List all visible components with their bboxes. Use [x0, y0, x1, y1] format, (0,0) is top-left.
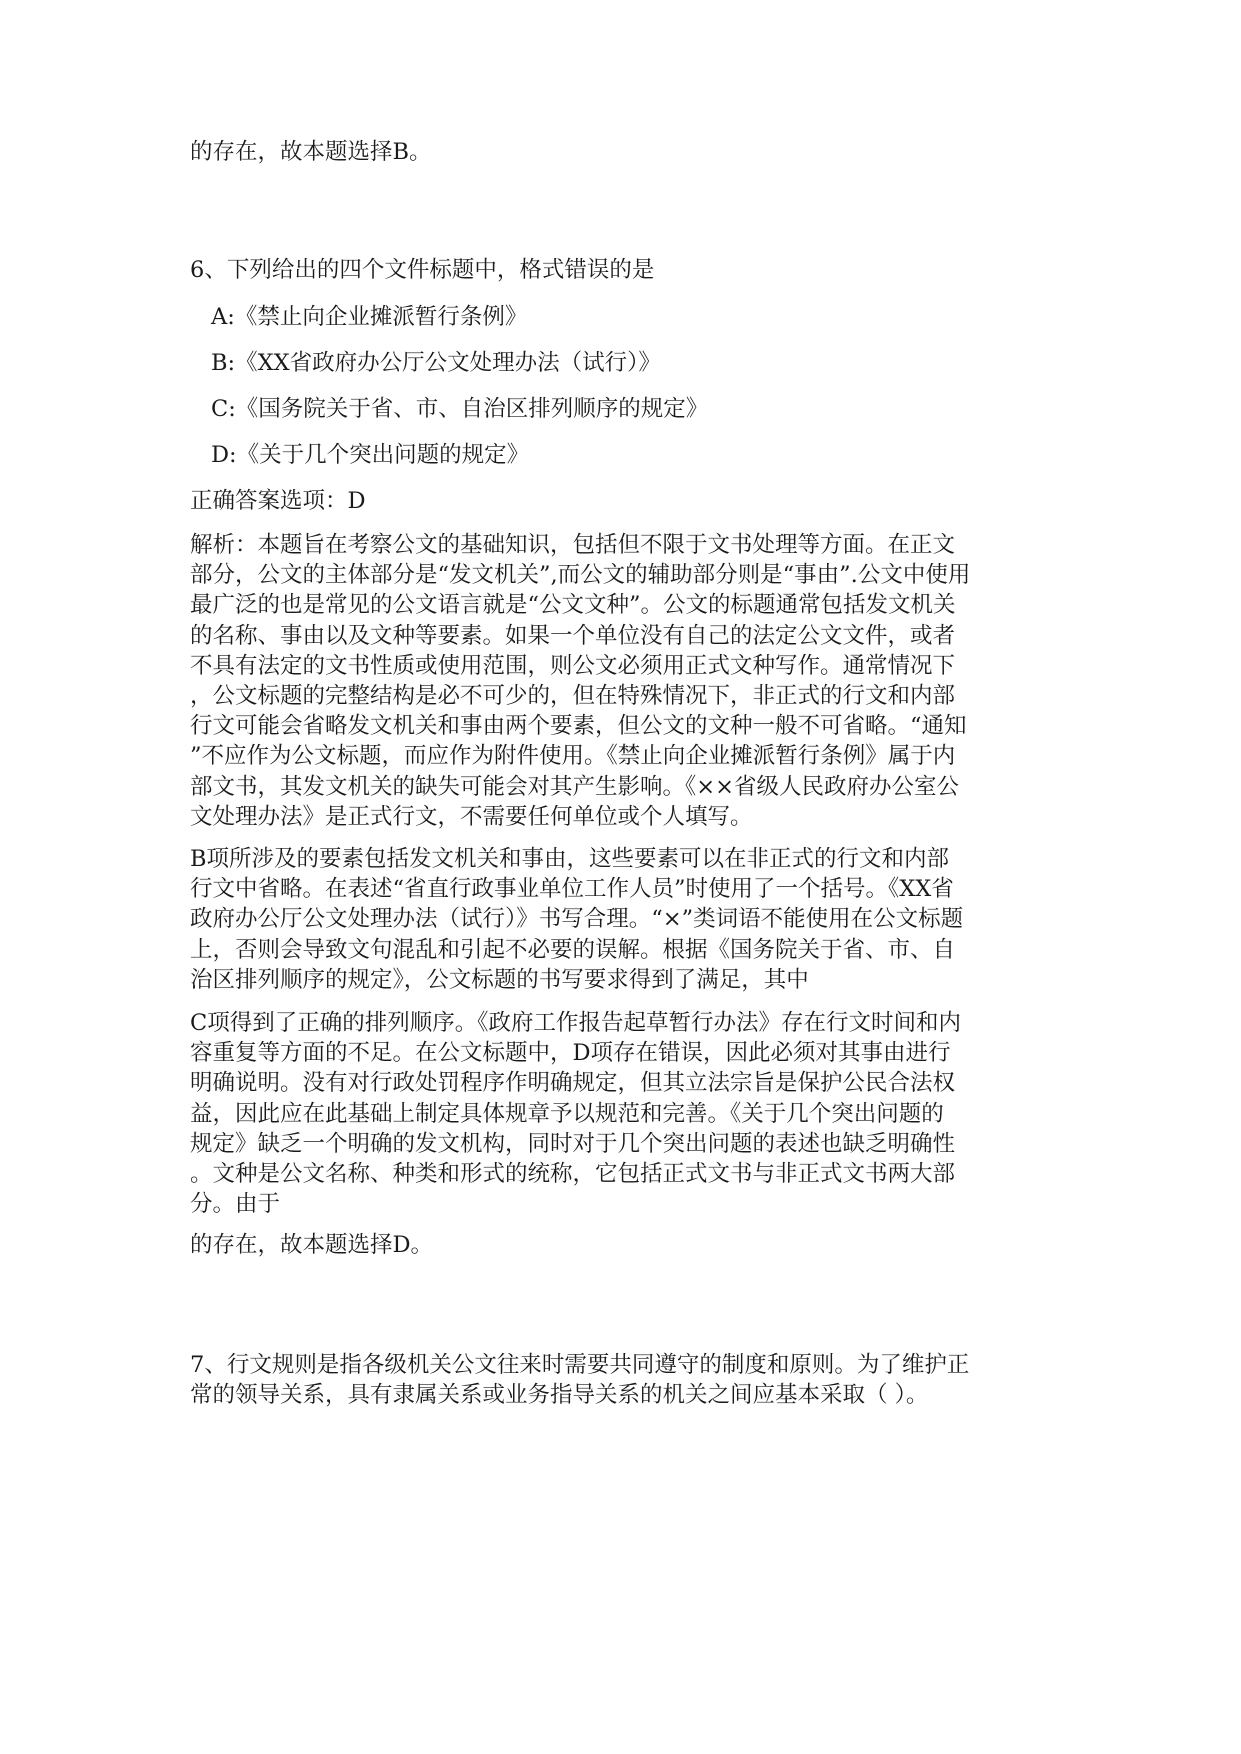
analysis-1-line: 行文可能会省略发文机关和事由两个要素，但公文的文种一般不可省略。“通知 [190, 713, 967, 740]
analysis-3-line: 容重复等方面的不足。在公文标题中，D项存在错误，因此必须对其事由进行 [190, 1040, 951, 1067]
analysis-1-line: 最广泛的也是常见的公文语言就是“公文文种”。公文的标题通常包括发文机关 [190, 592, 956, 619]
option-b: B:《XX省政府办公厅公文处理办法（试行）》 [211, 350, 661, 376]
analysis-2-line: 行文中省略。在表述“省直行政事业单位工作人员”时使用了一个括号。《XX省 [190, 876, 954, 903]
analysis-2-line: 政府办公厅公文处理办法（试行）》书写合理。“×”类词语不能使用在公文标题 [190, 906, 964, 933]
option-c: C:《国务院关于省、市、自治区排列顺序的规定》 [211, 396, 709, 422]
analysis-3-line: 规定》缺乏一个明确的发文机构，同时对于几个突出问题的表述也缺乏明确性 [190, 1130, 956, 1157]
question-7-line: 常的领导关系，具有隶属关系或业务指导关系的机关之间应基本采取（ ）。 [190, 1382, 929, 1409]
analysis-3-line: 益，因此应在此基础上制定具体规章予以规范和完善。《关于几个突出问题的 [190, 1100, 944, 1127]
analysis-1-line: ”不应作为公文标题，而应作为附件使用。《禁止向企业摊派暂行条例》属于内 [190, 743, 956, 770]
analysis-1-line: 不具有法定的文书性质或使用范围，则公文必须用正式文种写作。通常情况下 [190, 652, 956, 679]
question-7-line: 7、行文规则是指各级机关公文往来时需要共同遵守的制度和原则。为了维护正 [190, 1352, 970, 1378]
option-a: A:《禁止向企业摊派暂行条例》 [211, 304, 528, 330]
question-6-conclusion: 的存在，故本题选择D。 [190, 1232, 434, 1258]
correct-answer: 正确答案选项：D [190, 488, 366, 514]
analysis-1-line: 文处理办法》是正式行文，不需要任何单位或个人填写。 [190, 803, 753, 830]
analysis-1-line: 部分，公文的主体部分是“发文机关”,而公文的辅助部分则是“事由”.公文中使用 [190, 562, 971, 589]
analysis-3-line: 。文种是公文名称、种类和形式的统称，它包括正式文书与非正式文书两大部 [190, 1161, 956, 1188]
analysis-2-line: 治区排列顺序的规定》，公文标题的书写要求得到了满足，其中 [190, 966, 809, 993]
analysis-3-line: C项得到了正确的排列顺序。《政府工作报告起草暂行办法》存在行文时间和内 [190, 1010, 961, 1036]
previous-answer-conclusion: 的存在，故本题选择B。 [190, 139, 432, 165]
analysis-1-line: 的名称、事由以及文种等要素。如果一个单位没有自己的法定公文文件，或者 [190, 622, 956, 649]
analysis-3-line: 分。由于 [190, 1191, 281, 1218]
analysis-1-line: 解析：本题旨在考察公文的基础知识，包括但不限于文书处理等方面。在正文 [190, 532, 956, 558]
analysis-2-line: B项所涉及的要素包括发文机关和事由，这些要素可以在非正式的行文和内部 [190, 846, 950, 872]
analysis-paragraph-3 [190, 1008, 1050, 1219]
analysis-paragraph-1 [190, 530, 1050, 832]
analysis-1-line: ，公文标题的完整结构是必不可少的，但在特殊情况下，非正式的行文和内部 [190, 683, 956, 710]
question-7-text [190, 1350, 1050, 1410]
question-6-text: 6、下列给出的四个文件标题中，格式错误的是 [190, 257, 655, 283]
analysis-paragraph-2 [190, 844, 1050, 995]
analysis-1-line: 部文书，其发文机关的缺失可能会对其产生影响。《××省级人民政府办公室公 [190, 773, 959, 800]
analysis-3-line: 明确说明。没有对行政处罚程序作明确规定，但其立法宗旨是保护公民合法权 [190, 1070, 956, 1097]
analysis-2-line: 上，否则会导致文句混乱和引起不必要的误解。根据《国务院关于省、市、自 [190, 936, 956, 963]
option-d: D:《关于几个突出问题的规定》 [211, 442, 530, 468]
